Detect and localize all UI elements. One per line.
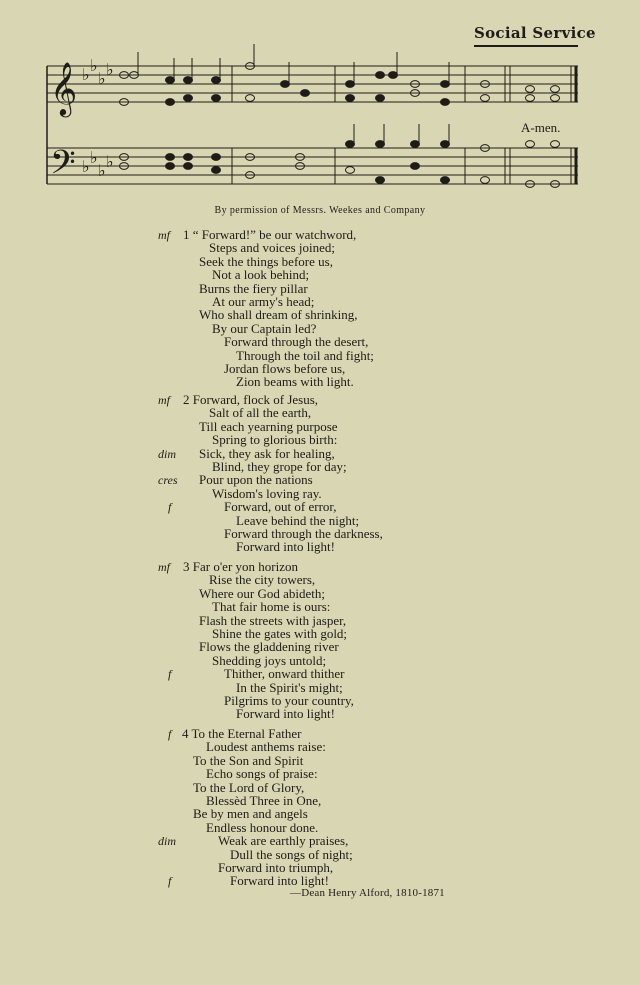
verse-line-text: To the Eternal Father [188,726,302,741]
music-score [0,0,640,200]
verse-line: Not a look behind; [212,267,310,283]
verse-line: Forward into light! [236,539,335,555]
svg-text:♭: ♭ [90,148,98,167]
verse-dynamic-marking: mf [158,560,170,574]
verse-line: Seek the things before us, [199,253,333,269]
verse-line: Forward into light! [230,873,329,889]
verse-line: Leave behind the night; [236,512,360,528]
section-title: Social Service [474,24,596,42]
verse-line: To the Lord of Glory, [193,779,305,795]
verse-line: Echo songs of praise: [206,766,318,782]
line-dynamic-marking: f [168,874,172,889]
verse-line: Flows the gladdening river [199,639,339,655]
verse-line: Spring to glorious birth: [212,432,338,448]
line-dynamic-marking: f [168,667,172,682]
verse-line: Jordan flows before us, [224,361,346,376]
verse-line: Burns the fiery pillar [199,280,308,296]
verse-line: Rise the city towers, [209,572,316,588]
verse-number: 4 [182,726,189,741]
verse-line: Endless honour done. [206,819,319,835]
verse-line: To the Son and Spirit [193,752,304,768]
verse-line: Blessèd Three in One, [206,793,322,808]
line-dynamic-marking: cres [158,473,178,488]
verse-number: 2 [183,392,190,407]
verse-line: Blind, they grope for day; [212,459,347,474]
verse-line: At our army's head; [212,294,315,309]
verse-line: By our Captain led? [212,320,317,336]
svg-text:♭: ♭ [98,161,106,180]
line-dynamic-marking: dim [158,446,176,461]
verse-line: Till each yearning purpose [199,418,338,434]
svg-text:♭: ♭ [106,152,114,171]
verse-line: That fair home is ours: [212,599,331,615]
verse-line: Who shall dream of shrinking, [199,307,358,323]
verse-number: 3 [183,559,190,574]
verse-line: Forward through the darkness, [224,526,383,541]
verse-line: Shedding joys untold; [212,652,327,668]
svg-text:𝄢: 𝄢 [50,144,76,190]
verse-line: Shine the gates with gold; [212,626,348,641]
permission-note: By permission of Messrs. Weekes and Company [214,205,426,216]
verse-line: Through the toil and fight; [236,347,374,363]
verse-line: Wisdom's loving ray. [212,485,322,501]
verse-line: Forward into triumph, [218,860,334,875]
verse-line: Pilgrims to your country, [224,693,354,708]
line-dynamic-marking: dim [158,834,176,849]
verse-line: Forward through the desert, [224,334,369,350]
verse-line-text: “ Forward!” be our watchword, [189,227,357,242]
verse-line: Zion beams with light. [236,374,354,390]
verse-line: Sick, they ask for healing, [199,445,335,461]
verse-line: Thither, onward thither [224,666,345,682]
verse-line-text: Far o'er yon horizon [189,559,298,574]
verse-line: Where our God abideth; [199,585,325,601]
verse-line: Weak are earthly praises, [218,833,349,849]
verse-line: Forward, out of error, [224,499,337,515]
verse-line: Be by men and angels [193,806,308,822]
svg-text:𝄞: 𝄞 [50,61,78,115]
verse-line: In the Spirit's might; [236,679,343,695]
verse-line-text: Forward, flock of Jesus, [189,392,319,407]
verse-number: 1 [183,227,190,242]
author-attribution: —Dean Henry Alford, 1810-1871 [290,887,445,899]
svg-text:♭: ♭ [82,157,90,176]
verse-line: Steps and voices joined; [209,240,336,256]
verse-dynamic-marking: mf [158,228,170,242]
svg-text:♭: ♭ [90,56,98,75]
amen-label: A-men. [521,120,561,135]
svg-text:♭: ♭ [98,69,106,88]
verse-line: Forward into light! [236,706,335,722]
verse-line: Dull the songs of night; [230,846,353,862]
verse-line: Loudest anthems raise: [206,739,326,755]
verse-line: Pour upon the nations [199,472,313,488]
svg-text:♭: ♭ [106,60,114,79]
svg-text:♭: ♭ [82,65,90,84]
verse-line: Flash the streets with jasper, [199,612,347,628]
verse-dynamic-marking: mf [158,393,170,407]
verse-line: Salt of all the earth, [209,405,312,421]
line-dynamic-marking: f [168,500,172,515]
verse-dynamic-marking: f [168,727,172,741]
